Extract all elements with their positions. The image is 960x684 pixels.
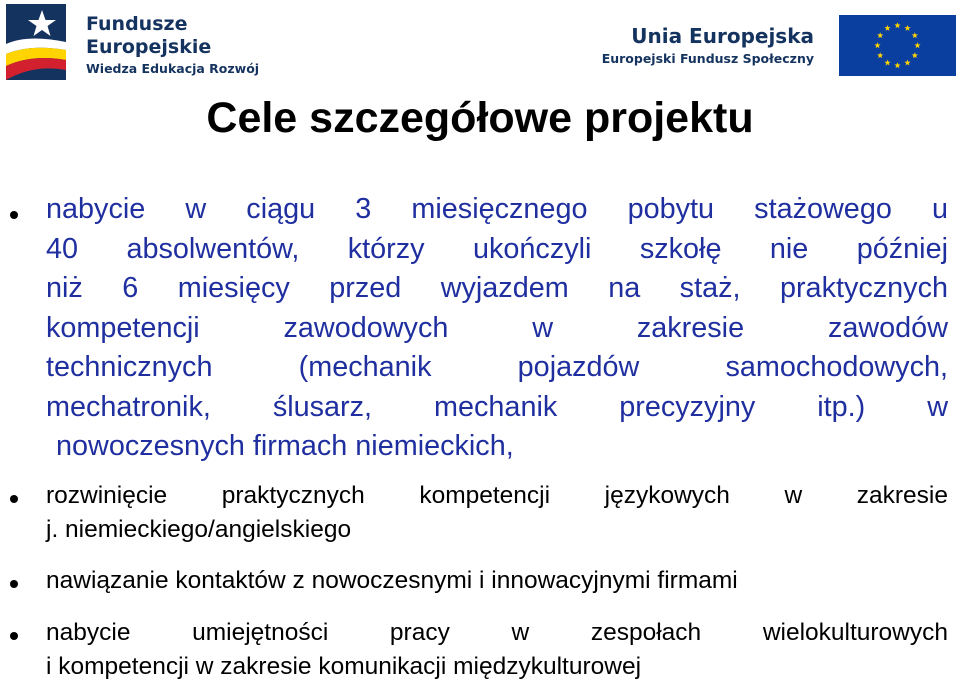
fundusze-europejskie-star-mark-icon (6, 4, 66, 80)
bullet-dot-icon (10, 580, 18, 588)
ue-title: Unia Europejska (631, 24, 814, 48)
fe-logo-line1: Fundusze (86, 13, 188, 35)
page-title: Cele szczegółowe projektu (206, 94, 754, 142)
bullet-dot-icon (10, 632, 18, 640)
bullet-text (46, 190, 948, 467)
bullet-line: nowoczesnych firmach niemieckich, (56, 430, 514, 462)
bullet-dot-icon (10, 211, 18, 219)
bullet-text (46, 564, 948, 598)
bullet-line: niż 6 miesięcy przed wyjazdem na staż, praktycznych (46, 272, 948, 304)
bullet-text (46, 479, 948, 547)
fundusze-europejskie-logo (6, 4, 298, 82)
fe-logo-tagline: Wiedza Edukacja Rozwój (86, 61, 260, 76)
bullet-line: j. niemieckiego/angielskiego (46, 516, 352, 543)
bullet-line: mechatronik, ślusarz, mechanik precyzyjny itp.) w (46, 390, 948, 423)
bullet-dot-icon (10, 495, 18, 503)
eu-flag-icon (839, 15, 956, 76)
bullet-line: i kompetencji w zakresie komunikacji międzykulturowej (46, 653, 642, 680)
bullet-line: 40 absolwentów, którzy ukończyli szkołę nie później (46, 232, 948, 265)
bullet-line: technicznych (mechanik pojazdów samochodowych, (46, 351, 948, 383)
fe-logo-line2: Europejskie (86, 36, 212, 58)
bullet-line: kompetencji zawodowych w zakresie zawodów (46, 311, 948, 344)
bullet-line: nawiązanie kontaktów z nowoczesnymi i innowacyjnymi firmami (46, 567, 738, 594)
unia-europejska-logo-text (566, 24, 818, 70)
bullet-line: nabycie w ciągu 3 miesięcznego pobytu stażowego u (46, 193, 948, 225)
bullet-line: nabycie umiejętności pracy w zespołach wielokulturowych (46, 619, 948, 646)
bullet-text (46, 616, 948, 684)
bullet-line: rozwinięcie praktycznych kompetencji językowych w zakresie (46, 482, 948, 509)
ue-subtitle: Europejski Fundusz Społeczny (601, 51, 814, 66)
